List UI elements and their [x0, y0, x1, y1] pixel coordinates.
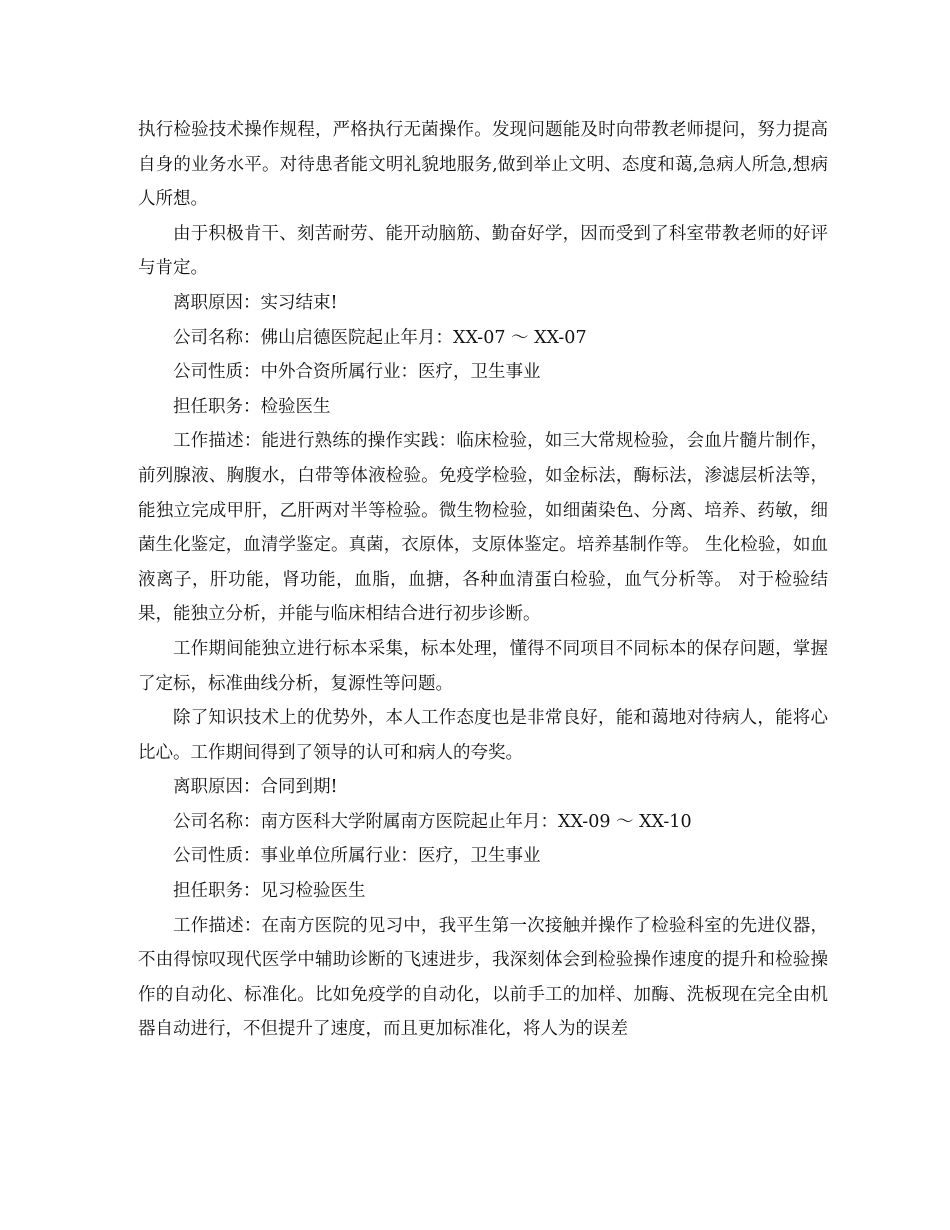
job-title-2: 担任职务：见习检验医生: [173, 881, 366, 902]
leave-reason-1: 离职原因：实习结束!: [173, 292, 338, 313]
company-name-2: 公司名称：南方医科大学附属南方医院起止年月：XX-09 ～ XX-10: [173, 811, 692, 832]
paragraph-specimen-handling: 工作期间能独立进行标本采集，标本处理，懂得不同项目不同标本的保存问题，掌握了定标，标准曲线分析，复源性等问题。: [138, 638, 828, 694]
paragraph-work-attitude: 除了知识技术上的优势外，本人工作态度也是非常良好，能和蔼地对待病人，能将心比心。工作期间得到了领导的认可和病人的夸奖。: [138, 708, 828, 763]
company-type-2: 公司性质：事业单位所属行业：医疗，卫生事业: [173, 846, 541, 867]
company-type-1: 公司性质：中外合资所属行业：医疗，卫生事业: [173, 362, 541, 383]
document-body: [138, 113, 828, 1047]
job-description-2: 工作描述：在南方医院的见习中，我平生第一次接触并操作了检验科室的先进仪器，不由得惊叹现代医学中辅助诊断的飞速进步，我深刻体会到检验操作速度的提升和检验操作的自动化、标准化。比如免疫学的自动化，以前手工的加样、加酶、洗板现在完全由机器自动进行，不但提升了速度，而且更加标准化，将人为的误差: [138, 915, 828, 1040]
paragraph-lab-procedures: 执行检验技术操作规程，严格执行无菌操作。发现问题能及时向带教老师提问，努力提高自身的业务水平。对待患者能文明礼貌地服务,做到举止文明、态度和蔼,急病人所急,想病人所想。: [138, 120, 828, 210]
job-title-1: 担任职务：检验医生: [173, 396, 331, 417]
job-description-1: 工作描述：能进行熟练的操作实践：临床检验，如三大常规检验，会血片髓片制作，前列腺液、胸腹水，白带等体液检验。免疫学检验，如金标法，酶标法，渗滤层析法等，能独立完成甲肝，乙肝两对半等检验。微生物检验，如细菌染色、分离、培养、药敏，细菌生化鉴定，血清学鉴定。真菌，衣原体，支原体鉴定。培养基制作等。 生化检验，如血液离子，肝功能，肾功能，血脂，血搪，各种血清蛋白检验，血气分析等。 对于检验结果，能独立分析，并能与临床相结合进行初步诊断。: [138, 431, 828, 625]
paragraph-praise: 由于积极肯干、刻苦耐劳、能开动脑筋、勤奋好学，因而受到了科室带教老师的好评与肯定。: [138, 223, 828, 279]
leave-reason-2: 离职原因：合同到期!: [173, 777, 338, 798]
company-name-1: 公司名称：佛山启德医院起止年月：XX-07 ～ XX-07: [173, 327, 587, 348]
